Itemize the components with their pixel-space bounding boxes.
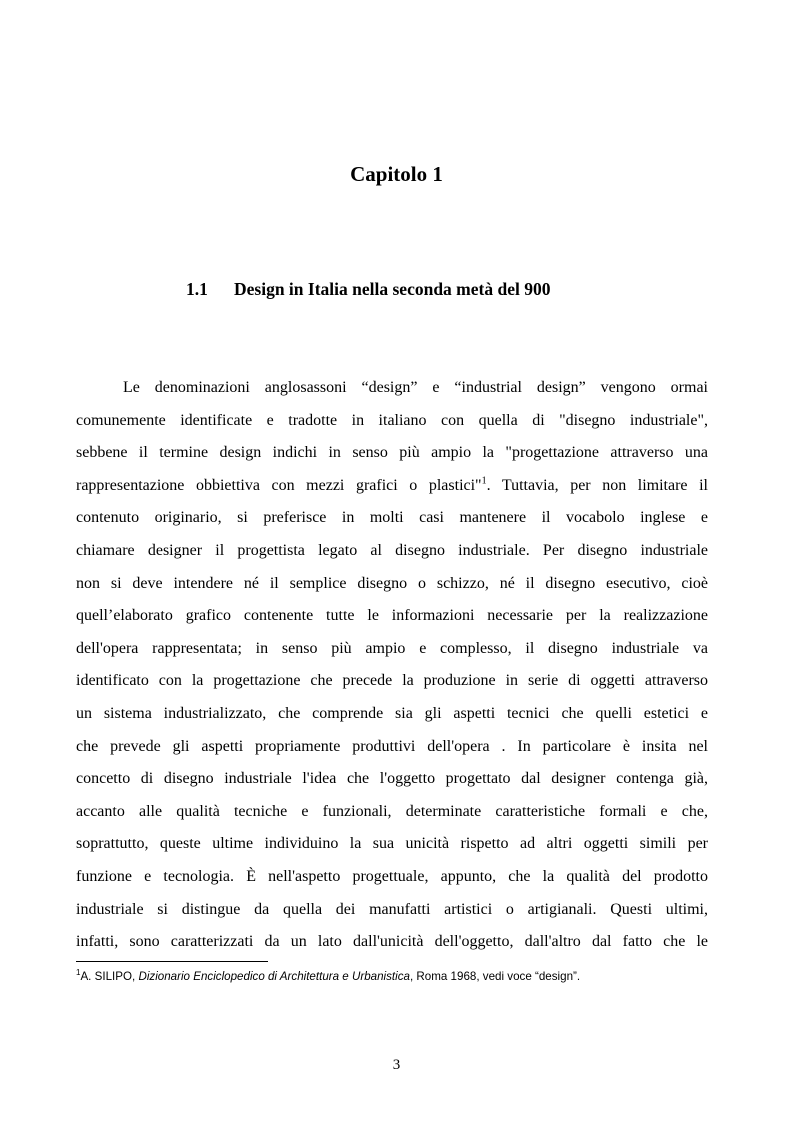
paragraph-line: soprattutto, queste ultime individuino la sua unicità rispetto ad altri oggetti simili per [76,835,708,853]
body-paragraph [76,372,708,959]
paragraph-line: accanto alle qualità tecniche e funzionali, determinate caratteristiche formali e che, [76,802,708,820]
paragraph-line: infatti, sono caratterizzati da un lato dall'unicità dell'oggetto, dall'altro dal fatto che le [76,933,708,951]
paragraph-line-text: rappresentazione obbiettiva con mezzi grafici o plastici" [76,476,482,494]
paragraph-line: industriale si distingue da quella dei manufatti artistici o artigianali. Questi ultimi, [76,900,708,918]
footnote-work-title: Dizionario Enciclopedico di Architettura e Urbanistica [138,970,410,983]
paragraph-line: un sistema industrializzato, che comprende sia gli aspetti tecnici che quelli estetici e [76,704,708,722]
paragraph-line-text: . Tuttavia, per non limitare il [486,476,708,494]
footnote-divider [76,961,268,962]
paragraph-line: dell'opera rappresentata; in senso più ampio e complesso, il disegno industriale va [76,639,708,657]
paragraph-line: identificato con la progettazione che precede la produzione in serie di oggetti attraverso [76,672,708,690]
chapter-title: Capitolo 1 [350,162,443,186]
footnote-author: A. SILIPO, [80,970,139,983]
footnote-reference[interactable]: 1 [481,475,487,487]
footnote-marker: 1 [76,968,81,978]
paragraph-line: sebbene il termine design indichi in senso più ampio la "progettazione attraverso una [76,444,708,462]
paragraph-line: non si deve intendere né il semplice disegno o schizzo, né il disegno esecutivo, cioè [76,574,708,592]
paragraph-line: che prevede gli aspetti propriamente produttivi dell'opera . In particolare è insita nel [76,737,708,755]
paragraph-line: Le denominazioni anglosassoni “design” e “industrial design” vengono ormai [123,379,708,396]
paragraph-line [76,470,708,503]
section-heading [186,279,550,300]
page-number: 3 [392,1057,401,1073]
paragraph-line: quell’elaborato grafico contenente tutte le informazioni necessarie per la realizzazione [76,607,708,625]
paragraph-line: funzione e tecnologia. È nell'aspetto progettuale, appunto, che la qualità del prodotto [76,867,708,885]
section-number: 1.1 [186,279,208,299]
section-title: Design in Italia nella seconda metà del 900 [234,279,551,299]
footnote [76,970,716,983]
paragraph-line: comunemente identificate e tradotte in italiano con quella di "disegno industriale", [76,411,708,429]
paragraph-line: chiamare designer il progettista legato al disegno industriale. Per disegno industriale [76,541,708,559]
footnote-details: , Roma 1968, vedi voce “design”. [409,970,581,983]
paragraph-line: contenuto originario, si preferisce in molti casi mantenere il vocabolo inglese e [76,509,708,527]
paragraph-line: concetto di disegno industriale l'idea che l'oggetto progettato dal designer contenga già, [76,770,708,788]
